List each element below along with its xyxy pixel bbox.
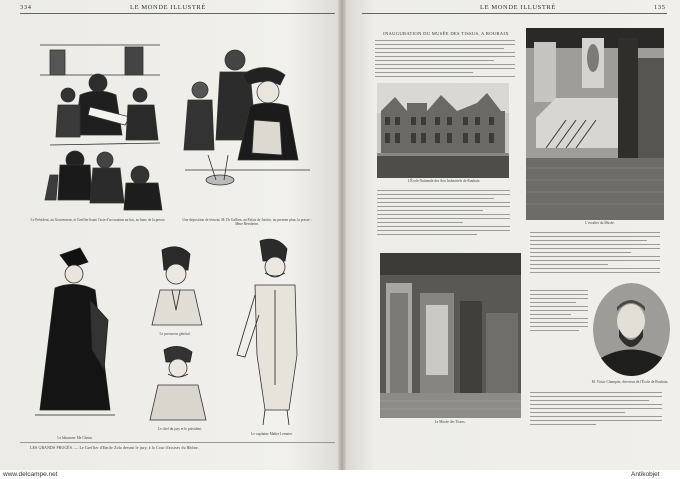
page-gutter <box>338 0 346 470</box>
courtroom-sketch-president <box>30 25 170 215</box>
article-body-text-left <box>377 190 510 238</box>
left-page-number: 334 <box>20 4 32 11</box>
left-page <box>0 0 342 470</box>
watermark-strip <box>0 470 680 479</box>
watermark-left: www.delcampe.net <box>3 471 58 478</box>
caption-portrait: M. Victor Champier, directeur de l'École de Roubaix. <box>591 380 669 384</box>
photo-museum-hall <box>380 253 521 418</box>
article-body-text-bottom <box>530 392 662 428</box>
caption-museum-hall: Le Musée des Tissus. <box>434 420 466 424</box>
caption-staircase: L'escalier du Musée. <box>585 221 615 225</box>
article-intro-text <box>375 40 515 80</box>
right-running-head: LE MONDE ILLUSTRÉ <box>480 4 556 11</box>
caption-capitaine: Le capitaine Maître Lemaire. <box>251 432 293 436</box>
caption-batonnier: Le bâtonnier Me Chenu. <box>57 436 93 440</box>
caption-building: L'École Nationale des Arts Industriels de Roubaix. <box>407 179 481 183</box>
caption-jury-chief: Le chef du jury et le président. <box>157 427 202 431</box>
right-page-number: 135 <box>654 4 666 11</box>
courtroom-sketch-witness <box>180 30 315 210</box>
photo-staircase <box>526 28 664 220</box>
caption-top-left: Le Président, au Gouverneur, et Greffier lisant l'acte d'accusation au bas, au banc de la presse. <box>30 218 166 222</box>
sketch-procureur <box>140 240 210 330</box>
left-footer-caption: LES GRANDS PROCÈS. — Le Greffier d'Emile Zola devant le jury, à la Cour d'assises du Rhône. <box>30 446 199 450</box>
left-footer-rule <box>20 442 335 443</box>
article-body-text-right <box>530 232 660 276</box>
article-body-text-beside-portrait <box>530 290 588 334</box>
sketch-batonnier <box>30 240 120 435</box>
article-title: INAUGURATION DU MUSÉE DES TISSUS, A ROUBAIX <box>383 31 509 36</box>
right-header-rule <box>362 13 667 14</box>
portrait-medallion <box>593 283 670 376</box>
caption-top-right: Une déposition de témoin, M. Dr Gallien, au Palais de Justice, au premier plan, la presse : Mme Bernheim. <box>182 218 312 227</box>
watermark-right: Antikobjet <box>631 471 660 478</box>
sketch-capitaine <box>225 235 315 430</box>
left-running-head: LE MONDE ILLUSTRÉ <box>130 4 206 11</box>
left-header-rule <box>20 13 335 14</box>
photo-building <box>377 83 509 178</box>
caption-procureur: Le procureur général. <box>159 332 191 336</box>
sketch-jury-chief <box>140 340 215 425</box>
